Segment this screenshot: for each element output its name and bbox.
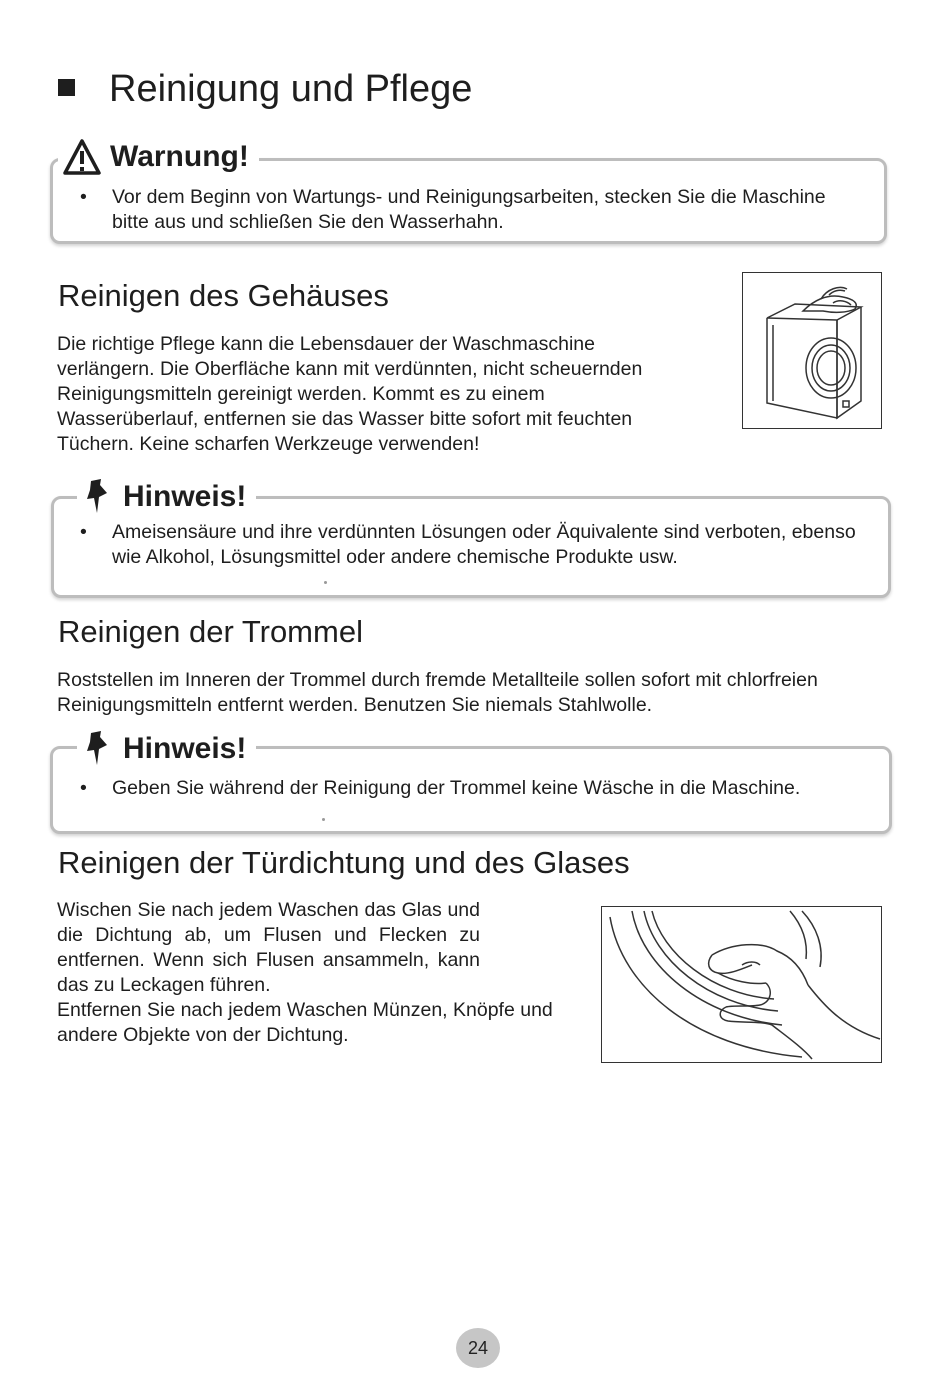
bullet-dot: • [80, 521, 87, 543]
pushpin-icon [81, 477, 115, 517]
heading-door: Reinigen der Türdichtung und des Glases [58, 845, 630, 880]
note-header-1 [77, 474, 256, 520]
warning-triangle-icon [62, 138, 102, 176]
note-label-1: Hinweis! [123, 480, 247, 513]
note-header-2 [77, 726, 256, 772]
door-seal-illustration [601, 906, 882, 1063]
heading-housing: Reinigen des Gehäuses [58, 278, 389, 313]
text-door-justified: Wischen Sie nach jedem Waschen das Glas und die Dichtung ab, um Flusen und Flecken zu entfernen. Wenn sich Flusen ansammeln, kann das zu Leckagen führen. [57, 899, 480, 996]
pushpin-icon [81, 729, 115, 769]
washing-machine-icon [743, 273, 881, 428]
box-header-rule [283, 158, 871, 161]
note-text-1: • Ameisensäure und ihre verdünnten Lösungen oder Äquivalente sind verboten, ebenso wie Alkohol, Lösungsmittel oder andere chemische Produkte usw. [80, 521, 856, 568]
text-drum: Roststellen im Inneren der Trommel durch fremde Metallteile sollen sofort mit chlorfreien Reinigungsmitteln entfernt werden. Benutzen Sie niemals Stahlwolle. [57, 669, 818, 716]
door-seal-icon [602, 907, 881, 1062]
bullet-dot: • [80, 186, 87, 208]
scan-speck [324, 581, 327, 584]
note-text-2: • Geben Sie während der Reinigung der Trommel keine Wäsche in die Maschine. [80, 777, 801, 799]
box-header-rule [280, 496, 875, 499]
box-header-rule [280, 746, 876, 749]
warning-text: • Vor dem Beginn von Wartungs- und Reinigungsarbeiten, stecken Sie die Maschine bitte aus und schließen Sie den Wasserhahn. [80, 186, 826, 233]
washing-machine-illustration [742, 272, 882, 429]
page-number: 24 [456, 1328, 500, 1368]
page-title: Reinigung und Pflege [58, 68, 472, 111]
warning-header [58, 134, 259, 180]
heading-drum: Reinigen der Trommel [58, 614, 363, 649]
warning-label: Warnung! [110, 140, 249, 173]
note-label-2: Hinweis! [123, 732, 247, 765]
scan-speck [322, 818, 325, 821]
text-housing: Die richtige Pflege kann die Lebensdauer der Waschmaschine verlängern. Die Oberfläche kann mit verdünnten, nicht scheuernden Reinigungsmitteln gereinigt werden. Kommt es zu einem Wasserüberlauf, entfernen sie das Wasser bitte sofort mit feuchten Tüchern. Keine scharfen Werkzeuge verwenden! [57, 333, 643, 455]
bullet-dot: • [80, 777, 87, 799]
text-door-rest: Entfernen Sie nach jedem Waschen Münzen, Knöpfe und andere Objekte von der Dichtung. [57, 999, 553, 1046]
square-bullet-icon [58, 79, 75, 96]
